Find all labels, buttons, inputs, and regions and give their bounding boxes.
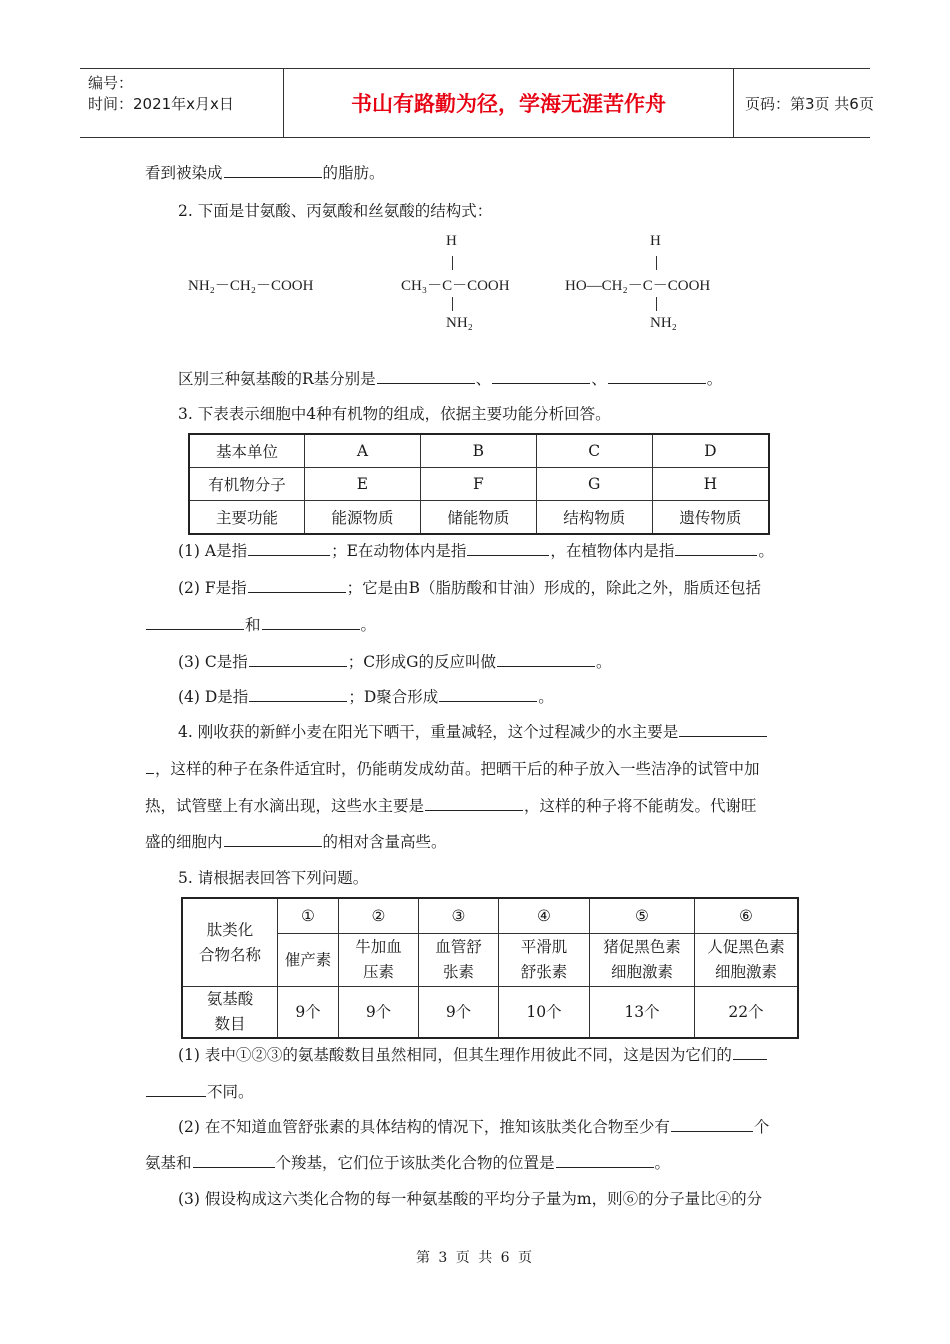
table-cell: 平滑肌 舒张素 <box>499 934 590 987</box>
q4-line4: 盛的细胞内 的相对含量高些。 <box>145 833 447 851</box>
alanine-formula: CH₃－C－COOH <box>401 278 510 294</box>
header-divider <box>733 69 734 137</box>
glycine-formula: NH₂－CH₂－COOH <box>188 278 314 294</box>
table-cell: E <box>305 468 421 501</box>
answer-blank[interactable] <box>439 687 537 702</box>
table-cell: B <box>420 434 536 468</box>
table-cell: D <box>652 434 769 468</box>
header-motto: 书山有路勤为径，学海无涯苦作舟 <box>351 92 666 116</box>
answer-blank[interactable] <box>377 369 475 384</box>
table-cell: 结构物质 <box>536 501 652 535</box>
table-row <box>189 501 769 535</box>
table-cell: C <box>536 434 652 468</box>
q5-intro: 5. 请根据表回答下列问题。 <box>178 869 369 887</box>
table-row <box>189 434 769 468</box>
q5-sub3: (3) 假设构成这六类化合物的每一种氨基酸的平均分子量为m，则⑥的分子量比④的分 <box>178 1190 763 1208</box>
q3-sub2: (2) F是指 ；它是由B（脂肪酸和甘油）形成的，除此之外，脂质还包括 <box>178 579 762 597</box>
page-header <box>80 68 874 138</box>
table-cell: 猪促黑色素 细胞激素 <box>590 934 695 987</box>
q3-sub4: (4) D是指 ；D聚合形成 。 <box>178 688 554 706</box>
answer-blank[interactable] <box>556 1153 654 1168</box>
answer-blank[interactable] <box>224 832 322 847</box>
table-cell: A <box>305 434 421 468</box>
table-cell: 主要功能 <box>189 501 305 535</box>
page-footer: 第 3 页 共 6 页 <box>415 1250 535 1266</box>
q4-line2: ，这样的种子在条件适宜时，仍能萌发成幼苗。把晒干后的种子放入一些洁净的试管中加 <box>145 757 760 779</box>
peptide-table <box>181 897 799 1039</box>
q3-intro: 3. 下表表示细胞中4种有机物的组成，依据主要功能分析回答。 <box>178 405 611 423</box>
answer-blank[interactable] <box>467 541 549 556</box>
table-cell: H <box>652 468 769 501</box>
answer-blank[interactable] <box>248 541 330 556</box>
answer-blank[interactable] <box>146 615 244 630</box>
answer-blank[interactable] <box>249 687 347 702</box>
answer-blank[interactable] <box>608 369 706 384</box>
table-cell-aa-header: 氨基酸 数目 <box>182 987 278 1039</box>
table-cell: ① <box>278 898 339 934</box>
code-label: 编号： <box>88 74 134 92</box>
table-cell: ④ <box>499 898 590 934</box>
table-cell: 9个 <box>339 987 419 1039</box>
table-cell: 牛加血 压素 <box>339 934 419 987</box>
time-label: 时间：2021年x月x日 <box>88 95 234 113</box>
answer-blank[interactable] <box>248 578 346 593</box>
q3-sub2-cont: 和 。 <box>145 613 376 635</box>
table-row <box>182 987 798 1039</box>
table-cell: 13个 <box>590 987 695 1039</box>
table-cell: ⑥ <box>695 898 799 934</box>
answer-blank[interactable] <box>497 652 595 667</box>
table-cell: 22个 <box>695 987 799 1039</box>
bond-line <box>452 256 453 270</box>
answer-blank[interactable] <box>671 1117 753 1132</box>
q4-line3: 热，试管壁上有水滴出现，这些水主要是 ，这样的种子将不能萌发。代谢旺 <box>145 797 757 815</box>
answer-blank[interactable] <box>733 1045 767 1060</box>
answer-blank[interactable] <box>679 722 767 737</box>
answer-blank[interactable] <box>492 369 590 384</box>
answer-blank[interactable] <box>262 615 360 630</box>
answer-blank[interactable] <box>249 652 347 667</box>
q5-sub2: (2) 在不知道血管舒张素的具体结构的情况下，推知该肽类化合物至少有 个 <box>178 1118 770 1136</box>
bond-line <box>452 297 453 311</box>
table-cell: 遗传物质 <box>652 501 769 535</box>
table-cell: 有机物分子 <box>189 468 305 501</box>
table-cell: G <box>536 468 652 501</box>
organic-compounds-table <box>188 433 770 535</box>
serine-h: H <box>650 233 661 249</box>
alanine-h: H <box>446 233 457 249</box>
alanine-nh2: NH₂ <box>446 315 473 331</box>
serine-nh2: NH₂ <box>650 315 677 331</box>
answer-blank[interactable] <box>193 1153 275 1168</box>
header-page-info: 页码：第3页 共6页 <box>745 95 874 113</box>
table-row <box>189 468 769 501</box>
table-cell: 血管舒 张素 <box>419 934 499 987</box>
q2-intro: 2. 下面是甘氨酸、丙氨酸和丝氨酸的结构式： <box>178 202 493 220</box>
table-cell: 9个 <box>419 987 499 1039</box>
q5-sub1: (1) 表中①②③的氨基酸数目虽然相同，但其生理作用彼此不同，这是因为它们的 <box>178 1043 768 1065</box>
table-cell-name-header: 肽类化 合物名称 <box>182 898 278 987</box>
table-row <box>182 898 798 934</box>
answer-blank[interactable] <box>425 796 523 811</box>
table-cell: F <box>420 468 536 501</box>
q5-sub2-cont: 氨基和 个羧基，它们位于该肽类化合物的位置是 。 <box>145 1154 671 1172</box>
bond-line <box>656 297 657 311</box>
table-cell: 基本单位 <box>189 434 305 468</box>
q4-line1: 4. 刚收获的新鲜小麦在阳光下晒干，重量减轻，这个过程减少的水主要是 <box>178 720 768 742</box>
answer-blank[interactable] <box>146 759 154 774</box>
table-cell: ⑤ <box>590 898 695 934</box>
answer-blank[interactable] <box>675 541 757 556</box>
answer-blank[interactable] <box>224 163 322 178</box>
table-cell: ② <box>339 898 419 934</box>
table-cell: 催产素 <box>278 934 339 987</box>
serine-formula: HO—CH₂－C－COOH <box>565 278 711 294</box>
table-cell: 储能物质 <box>420 501 536 535</box>
q3-sub1: (1) A是指 ；E在动物体内是指 ，在植物体内是指 。 <box>178 542 774 560</box>
answer-blank[interactable] <box>146 1082 206 1097</box>
q1-tail: 看到被染成 的脂肪。 <box>145 164 385 182</box>
header-meta <box>88 73 283 115</box>
table-cell: 人促黑色素 细胞激素 <box>695 934 799 987</box>
q5-sub1-cont: 不同。 <box>145 1080 254 1102</box>
q2-question: 区别三种氨基酸的R基分别是 、 、 。 <box>178 370 723 388</box>
table-cell: 9个 <box>278 987 339 1039</box>
table-cell: ③ <box>419 898 499 934</box>
table-cell: 10个 <box>499 987 590 1039</box>
table-cell: 能源物质 <box>305 501 421 535</box>
bond-line <box>656 256 657 270</box>
q3-sub3: (3) C是指 ；C形成G的反应叫做 。 <box>178 653 612 671</box>
